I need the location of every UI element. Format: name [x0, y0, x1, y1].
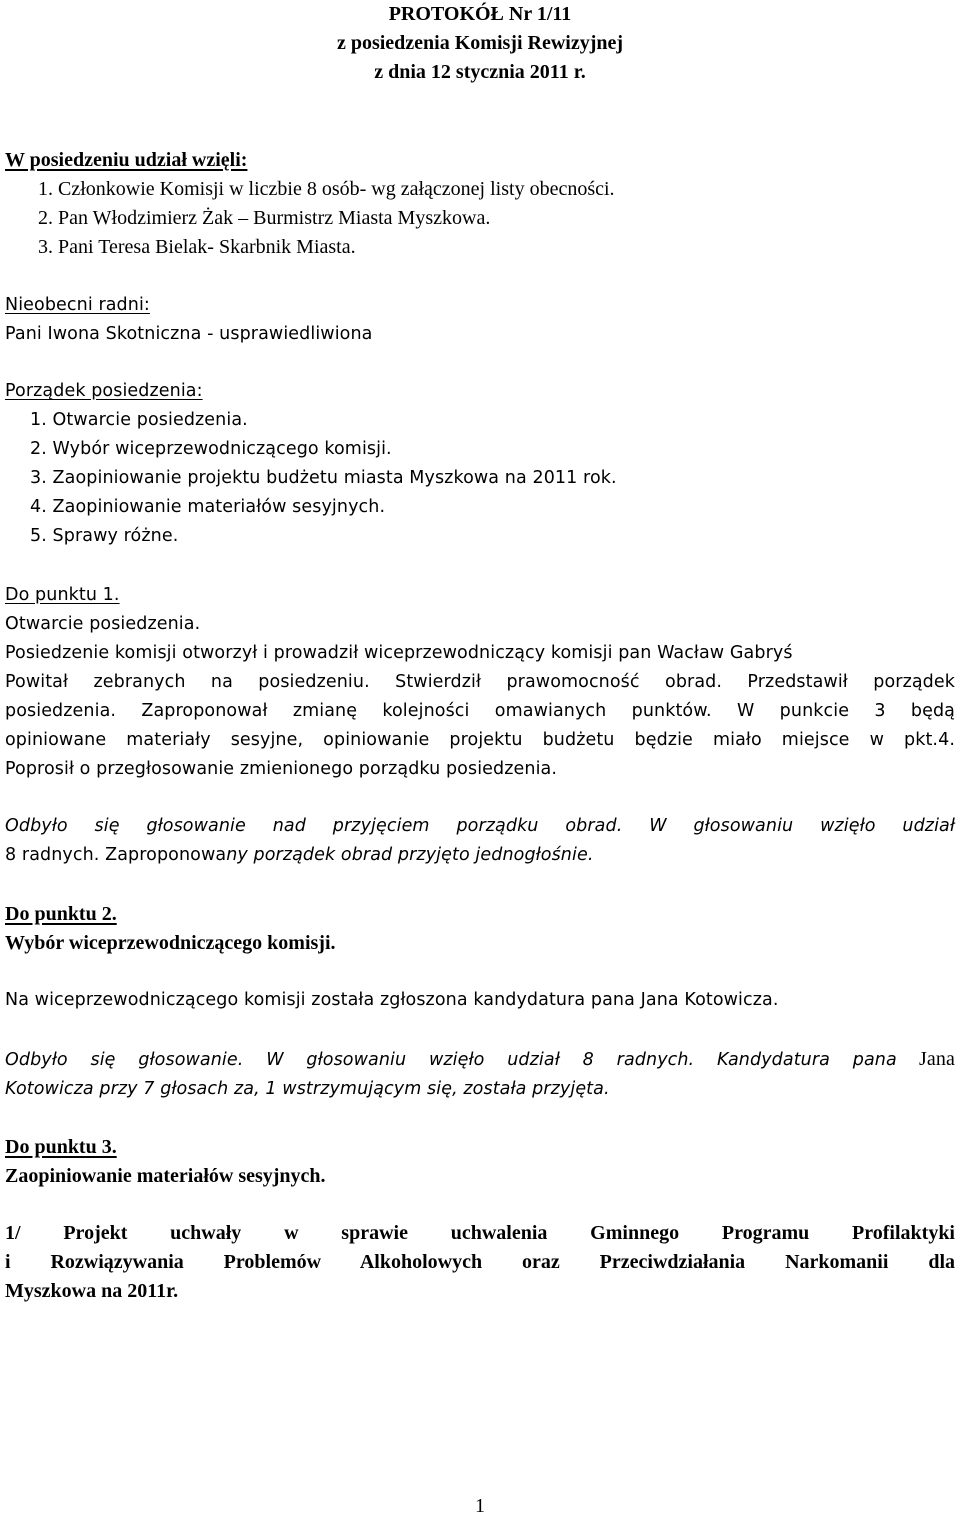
- protocol-date: z dnia 12 stycznia 2011 r.: [374, 61, 586, 83]
- absent-heading: Nieobecni radni:: [5, 295, 150, 315]
- point1-vote-line: 8 radnych. Zaproponowa: [5, 845, 227, 865]
- absent-text: Pani Iwona Skotniczna - usprawiedliwiona: [5, 324, 373, 344]
- attendance-list: [5, 175, 615, 262]
- point2-vote-line: Kotowicza przy 7 głosach za, 1 wstrzymującym się, została przyjęta.: [5, 1079, 610, 1099]
- attendance-section: [5, 146, 247, 175]
- agenda-list: [5, 406, 617, 551]
- document-header: [5, 0, 955, 87]
- absent-section: [5, 291, 372, 349]
- point3-resolution: [5, 1219, 955, 1306]
- point1-vote-line-italic: ny porządek obrad przyjęto jednogłośnie.: [226, 845, 594, 865]
- point3-section: [5, 1133, 326, 1191]
- attendance-heading: W posiedzeniu udział wzięli:: [5, 149, 248, 171]
- page-number: 1: [475, 1495, 485, 1517]
- resolution-line: 1/ Projekt uchwały w sprawie uchwalenia Gminnego Programu Profilaktyki: [5, 1222, 955, 1244]
- point2-vote: [5, 1045, 955, 1104]
- point1-line: opiniowane materiały sesyjne, opiniowanie projektu budżetu będzie miało miejsce w pkt.4.: [5, 730, 955, 750]
- point3-title: Zaopiniowanie materiałów sesyjnych.: [5, 1165, 326, 1187]
- point2-text: Na wiceprzewodniczącego komisji została zgłoszona kandydatura pana Jana Kotowicza.: [5, 990, 779, 1010]
- point2-text-block: [5, 986, 779, 1015]
- point1-section: [5, 581, 955, 784]
- resolution-line: i Rozwiązywania Problemów Alkoholowych oraz Przeciwdziałania Narkomanii dla: [5, 1251, 955, 1273]
- point1-vote: [5, 812, 955, 870]
- point1-label: Do punktu 1.: [5, 585, 120, 605]
- agenda-item: 1. Otwarcie posiedzenia.: [30, 410, 248, 430]
- attendance-item: 2. Pan Włodzimierz Żak – Burmistrz Miasta Myszkowa.: [38, 207, 491, 229]
- point2-section: [5, 900, 336, 958]
- agenda-item: 3. Zaopiniowanie projektu budżetu miasta Myszkowa na 2011 rok.: [30, 468, 617, 488]
- agenda-item: 4. Zaopiniowanie materiałów sesyjnych.: [30, 497, 386, 517]
- attendance-item: 1. Członkowie Komisji w liczbie 8 osób- wg załączonej listy obecności.: [38, 178, 615, 200]
- agenda-item: 5. Sprawy różne.: [30, 526, 179, 546]
- point1-line: posiedzenia. Zaproponował zmianę kolejności omawianych punktów. W punkcie 3 będą: [5, 701, 955, 721]
- agenda-section: [5, 377, 203, 406]
- agenda-heading: Porządek posiedzenia:: [5, 381, 203, 401]
- point2-vote-line-italic: Odbyło się głosowanie. W głosowaniu wzięło udział 8 radnych. Kandydatura pana: [5, 1050, 897, 1070]
- resolution-line: Myszkowa na 2011r.: [5, 1280, 179, 1302]
- agenda-item: 2. Wybór wiceprzewodniczącego komisji.: [30, 439, 392, 459]
- point1-vote-line: Odbyło się głosowanie nad przyjęciem porządku obrad. W głosowaniu wzięło udział: [5, 816, 955, 836]
- point2-label: Do punktu 2.: [5, 903, 117, 925]
- point3-label: Do punktu 3.: [5, 1136, 117, 1158]
- point2-title: Wybór wiceprzewodniczącego komisji.: [5, 932, 336, 954]
- protocol-committee: z posiedzenia Komisji Rewizyjnej: [336, 32, 624, 54]
- point1-line: Poprosił o przegłosowanie zmienionego porządku posiedzenia.: [5, 759, 558, 779]
- point1-title: Otwarcie posiedzenia.: [5, 614, 201, 634]
- point1-line: Posiedzenie komisji otworzył i prowadził wiceprzewodniczący komisji pan Wacław Gabryś: [5, 643, 793, 663]
- point2-vote-line: Jana: [896, 1048, 955, 1070]
- point1-line: Powitał zebranych na posiedzeniu. Stwierdził prawomocność obrad. Przedstawił porządek: [5, 672, 955, 692]
- attendance-item: 3. Pani Teresa Bielak- Skarbnik Miasta.: [38, 236, 356, 258]
- protocol-number: PROTOKÓŁ Nr 1/11: [388, 3, 572, 25]
- document-page: [5, 0, 955, 1513]
